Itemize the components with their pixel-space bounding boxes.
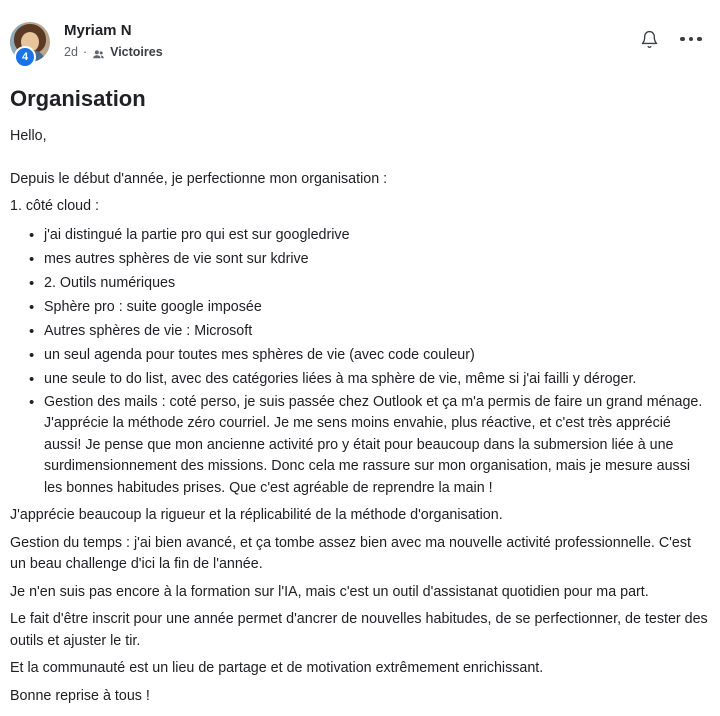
avatar[interactable]: [10, 22, 54, 66]
page-title: Organisation: [10, 86, 146, 111]
list-item: • Sphère pro : suite google imposée: [44, 296, 708, 319]
list-item: • Gestion des mails : coté perso, je suis passée chez Outlook et ça m'a permis de faire un grand ménage. J'apprécie la méthode zéro courriel. Je me sens moins envahie, plus réactive, et c'est très apprécié aussi! Je pense que mon ancienne activité pro y était pour beaucoup dans la submersion liée à une surdimensionnement des missions. Donc cela me rassure sur mon organisation, mais je mesure aussi les bonnes habitudes prises. Que c'est agréable de reprendre la main !: [44, 392, 708, 500]
list-item: • un seul agenda pour toutes mes sphères de vie (avec code couleur): [44, 344, 708, 367]
post-header: [0, 0, 720, 62]
paragraph-1: J'apprécie beaucoup la rigueur et la réplicabilité de la méthode d'organisation.: [10, 507, 503, 523]
paragraph-greeting: Hello,: [10, 128, 47, 144]
paragraph-2: Gestion du temps : j'ai bien avancé, et ça tombe assez bien avec ma nouvelle activité professionnelle. C'est un beau challenge d'ici la fin de l'année.: [10, 534, 691, 572]
bullet-list: [10, 224, 708, 500]
paragraph-3: Je n'en suis pas encore à la formation sur l'IA, mais c'est un outil d'assistanat quotidien pour ma part.: [10, 583, 649, 600]
header-actions: [636, 22, 704, 52]
meta-separator: ·: [82, 45, 88, 59]
post-header-text: [64, 22, 636, 59]
more-dots: [680, 37, 702, 42]
post-body: [0, 86, 720, 707]
list-item: • Autres sphères de vie : Microsoft: [44, 320, 708, 343]
post-time: 2d: [64, 45, 78, 59]
spacer: [10, 156, 708, 169]
group-name[interactable]: Victoires: [110, 45, 163, 59]
paragraph-cloud: 1. côté cloud :: [10, 198, 100, 214]
list-item: • j'ai distingué la partie pro qui est sur googledrive: [44, 224, 708, 247]
post-meta: [64, 45, 636, 59]
paragraph-6: Bonne reprise à tous !: [10, 687, 150, 704]
more-options-icon[interactable]: [678, 26, 704, 52]
people-icon: [92, 48, 105, 61]
notification-bell-icon[interactable]: [636, 26, 662, 52]
list-item: • 2. Outils numériques: [44, 272, 708, 295]
paragraph-5: Et la communauté est un lieu de partage et de motivation extrêmement enrichissant.: [10, 660, 544, 676]
level-badge: 4: [14, 46, 36, 68]
paragraph-4: Le fait d'être inscrit pour une année permet d'ancrer de nouvelles habitudes, de se perfectionner, de tester des outils et ajuster le tir.: [10, 611, 708, 649]
list-item: • mes autres sphères de vie sont sur kdrive: [44, 248, 708, 271]
list-item: • une seule to do list, avec des catégories liées à ma sphère de vie, même si j'ai failli y déroger.: [44, 368, 708, 391]
author-name[interactable]: Myriam N: [64, 22, 132, 39]
paragraph-intro: Depuis le début d'année, je perfectionne mon organisation :: [10, 170, 388, 187]
